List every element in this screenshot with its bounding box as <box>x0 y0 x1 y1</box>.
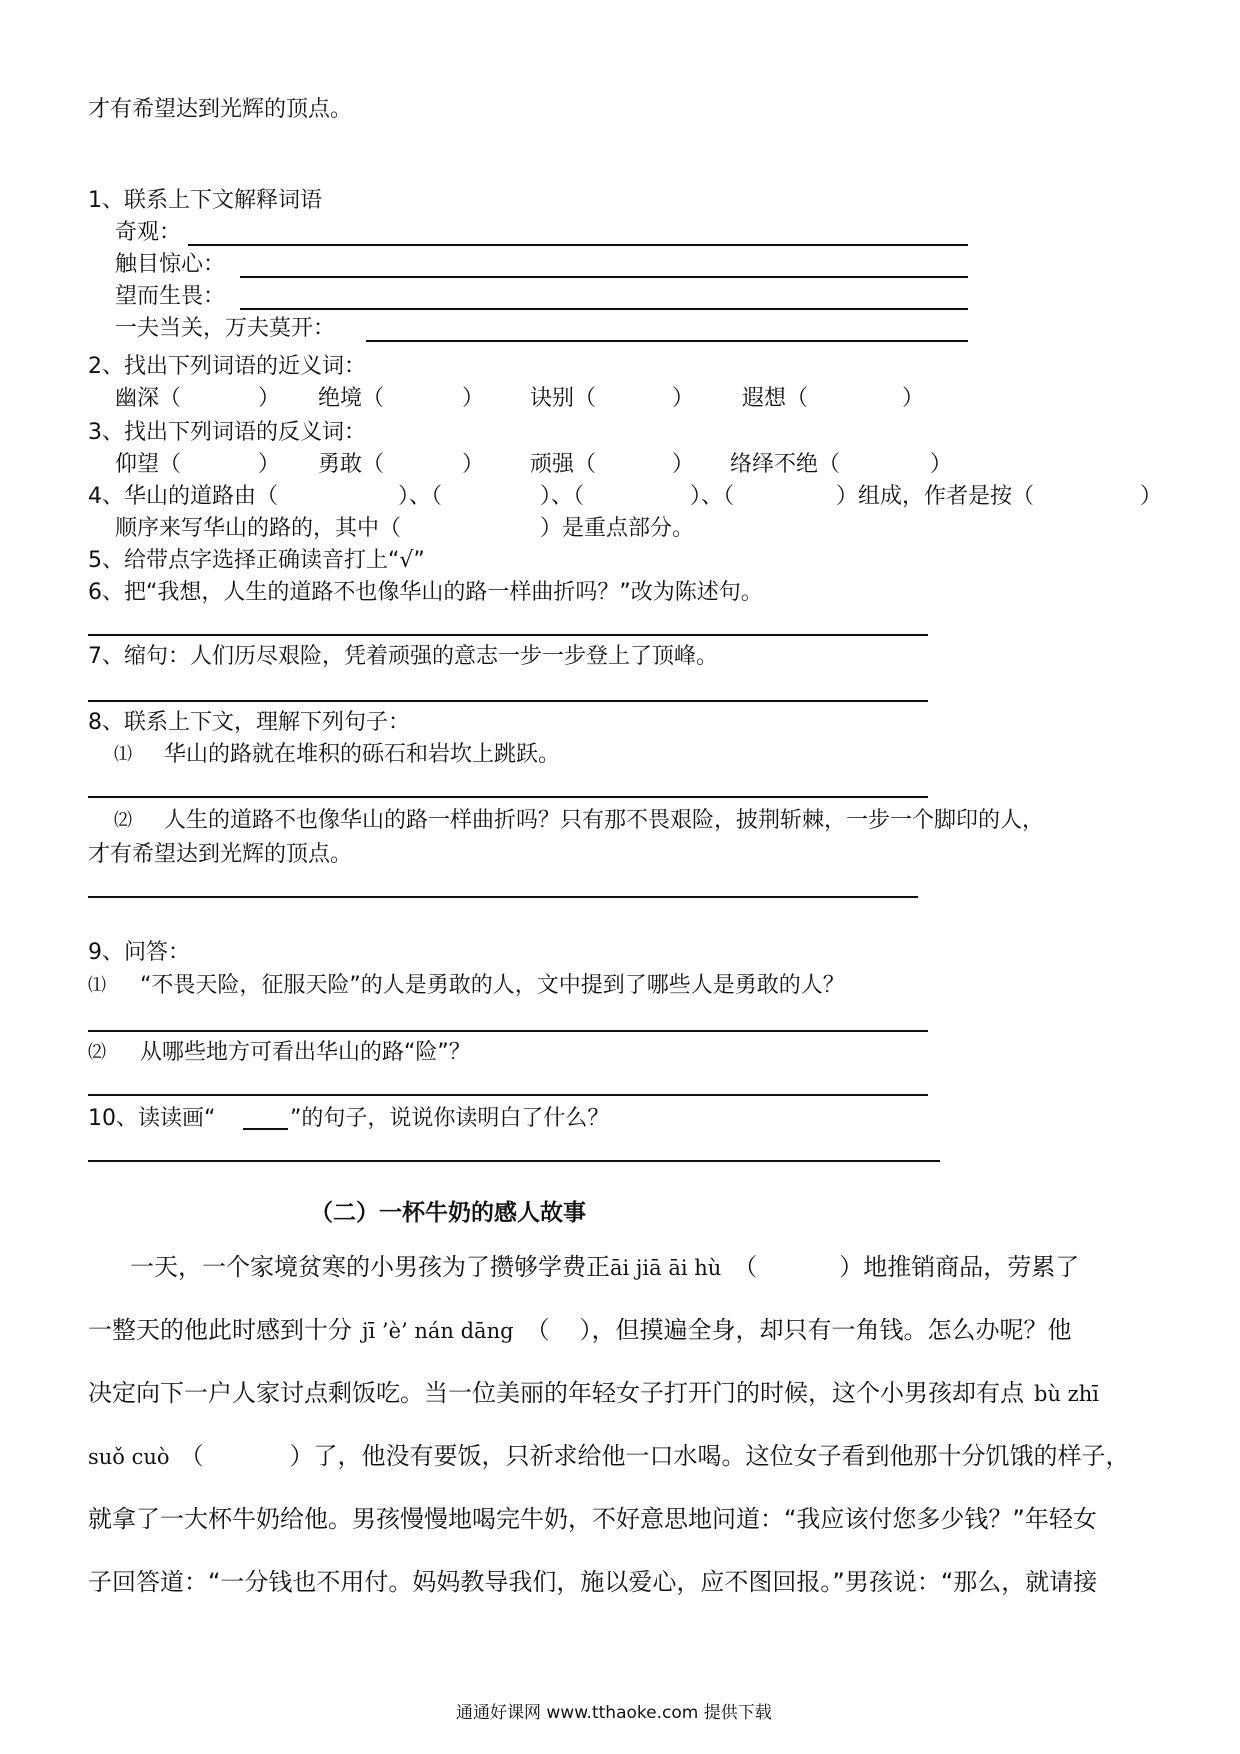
q2-title: 2、找出下列词语的近义词： <box>88 354 366 379</box>
q3-item-4-close: ） <box>930 452 953 477</box>
q2-item-4-close: ） <box>902 386 925 411</box>
story-l2-pinyin: jī ’è’ nán dāng <box>362 1319 514 1343</box>
story-l2-c: ），但摸遍全身，却只有一角钱。怎么办呢？他 <box>579 1316 1072 1344</box>
q4-line2-a: 顺序来写华山的路的，其中（ <box>115 516 402 541</box>
q4-part-3: ）、（ <box>540 484 585 509</box>
q9-a-num: ⑴ <box>88 975 106 996</box>
q7-text: 7、缩句：人们历尽艰险，凭着顽强的意志一步一步登上了顶峰。 <box>88 644 718 669</box>
q9-a-text: “不畏天险，征服天险”的人是勇敢的人，文中提到了哪些人是勇敢的人？ <box>140 973 845 998</box>
story-line-4 <box>88 1441 1130 1472</box>
q1-term-4: 一夫当关，万夫莫开： <box>115 316 336 341</box>
story-line-6: 子回答道：“一分钱也不用付。妈妈教导我们，施以爱心，应不图回报。”男孩说：“那么，就请接 <box>88 1568 1098 1596</box>
q4-part-4: ）、（ <box>690 484 735 509</box>
story-line-3 <box>88 1378 1099 1409</box>
q3-item-1-close: ） <box>258 452 281 477</box>
q3-item-1: 仰望（ <box>115 452 182 477</box>
q3-item-4: 络绎不绝（ <box>730 452 841 477</box>
q4-part-5: ）组成，作者是按（ <box>836 484 1035 509</box>
q6-text: 6、把“我想，人生的道路不也像华山的路一样曲折吗？”改为陈述句。 <box>88 580 763 605</box>
q1-term-1: 奇观： <box>115 220 182 245</box>
q3-item-2: 勇敢（ <box>318 452 385 477</box>
q8-s2-num: ⑵ <box>114 810 132 831</box>
q9-a-answer-line[interactable] <box>88 1030 928 1032</box>
story-l4-pinyin: suǒ cuò <box>88 1445 170 1469</box>
story-line-2 <box>88 1315 1072 1346</box>
q10-text-b: ”的句子，说说你读明白了什么？ <box>290 1106 610 1131</box>
q10-text-a: 10、读读画“ <box>88 1106 216 1131</box>
q9-title: 9、问答： <box>88 940 190 965</box>
q5-text: 5、给带点字选择正确读音打上“√” <box>88 548 425 573</box>
q1-answer-line-3[interactable] <box>240 308 968 310</box>
q8-title: 8、联系上下文，理解下列句子： <box>88 710 410 735</box>
q3-item-2-close: ） <box>462 452 485 477</box>
q4-part-1: 4、华山的道路由（ <box>88 484 278 509</box>
q2-item-1-close: ） <box>258 386 281 411</box>
q8-s2-text: 人生的道路不也像华山的路一样曲折吗？只有那不畏艰险，披荆斩棘，一步一个脚印的人， <box>164 808 1045 833</box>
q2-item-2-close: ） <box>462 386 485 411</box>
q8-s1-num: ⑴ <box>114 744 132 765</box>
q3-title: 3、找出下列词语的反义词： <box>88 420 366 445</box>
q7-answer-line[interactable] <box>88 700 928 702</box>
story-l4-paren-open: （ <box>179 1442 204 1470</box>
q9-b-num: ⑵ <box>88 1042 106 1063</box>
q8-s1-answer-line[interactable] <box>88 796 928 798</box>
story-l3-a: 决定向下一户人家讨点剩饭吃。当一位美丽的年轻女子打开门的时候，这个小男孩却有点 <box>88 1379 1024 1407</box>
story-l3-pinyin: bù zhī <box>1034 1382 1099 1406</box>
q8-s2-cont: 才有希望达到光辉的顶点。 <box>88 842 353 867</box>
q2-item-3: 诀别（ <box>530 386 597 411</box>
q2-item-4: 遐想（ <box>742 386 809 411</box>
q2-item-3-close: ） <box>672 386 695 411</box>
story-l1-a: 一天，一个家境贫寒的小男孩为了攒够学费正 <box>130 1253 610 1281</box>
q8-s1-text: 华山的路就在堆积的砾石和岩坎上跳跃。 <box>164 742 561 767</box>
story-l1-c: ）地推销商品，劳累了 <box>839 1253 1080 1281</box>
q1-answer-line-1[interactable] <box>188 244 968 246</box>
q1-answer-line-2[interactable] <box>240 276 968 278</box>
q4-part-2: ）、（ <box>398 484 443 509</box>
q2-item-1: 幽深（ <box>115 386 182 411</box>
footer-text: 通通好课网 www.tthaoke.com 提供下载 <box>456 1703 772 1723</box>
story-l2-paren-open: （ <box>525 1316 550 1344</box>
q1-term-2: 触目惊心： <box>115 252 226 277</box>
q10-underline-sample <box>243 1128 288 1130</box>
q9-b-answer-line[interactable] <box>88 1094 928 1096</box>
q3-item-3: 顽强（ <box>530 452 597 477</box>
q2-item-2: 绝境（ <box>318 386 385 411</box>
q3-item-3-close: ） <box>672 452 695 477</box>
q9-b-text: 从哪些地方可看出华山的路“险”？ <box>140 1040 471 1065</box>
story-l1-pinyin: āi jiā āi hù <box>610 1256 722 1280</box>
q8-s2-answer-line[interactable] <box>88 896 918 898</box>
story-l2-a: 一整天的他此时感到十分 <box>88 1316 352 1344</box>
story-line-5: 就拿了一大杯牛奶给他。男孩慢慢地喝完牛奶，不好意思地问道：“我应该付您多少钱？”年轻女 <box>88 1505 1097 1533</box>
q6-answer-line[interactable] <box>88 634 928 636</box>
q1-answer-line-4[interactable] <box>366 340 968 342</box>
section-title: （二）一杯牛奶的感人故事 <box>310 1200 586 1226</box>
q4-line2-b: ）是重点部分。 <box>540 516 695 541</box>
q4-part-6: ） <box>1140 484 1163 509</box>
q1-term-3: 望而生畏： <box>115 284 226 309</box>
story-l4-b: ）了，他没有要饭，只祈求给他一口水喝。这位女子看到他那十分饥饿的样子， <box>289 1442 1130 1470</box>
story-l1-paren-open: （ <box>733 1253 758 1281</box>
q1-title: 1、联系上下文解释词语 <box>88 188 322 213</box>
story-line-1 <box>130 1252 1079 1283</box>
top-line: 才有希望达到光辉的顶点。 <box>88 97 353 122</box>
q10-answer-line[interactable] <box>88 1160 940 1162</box>
